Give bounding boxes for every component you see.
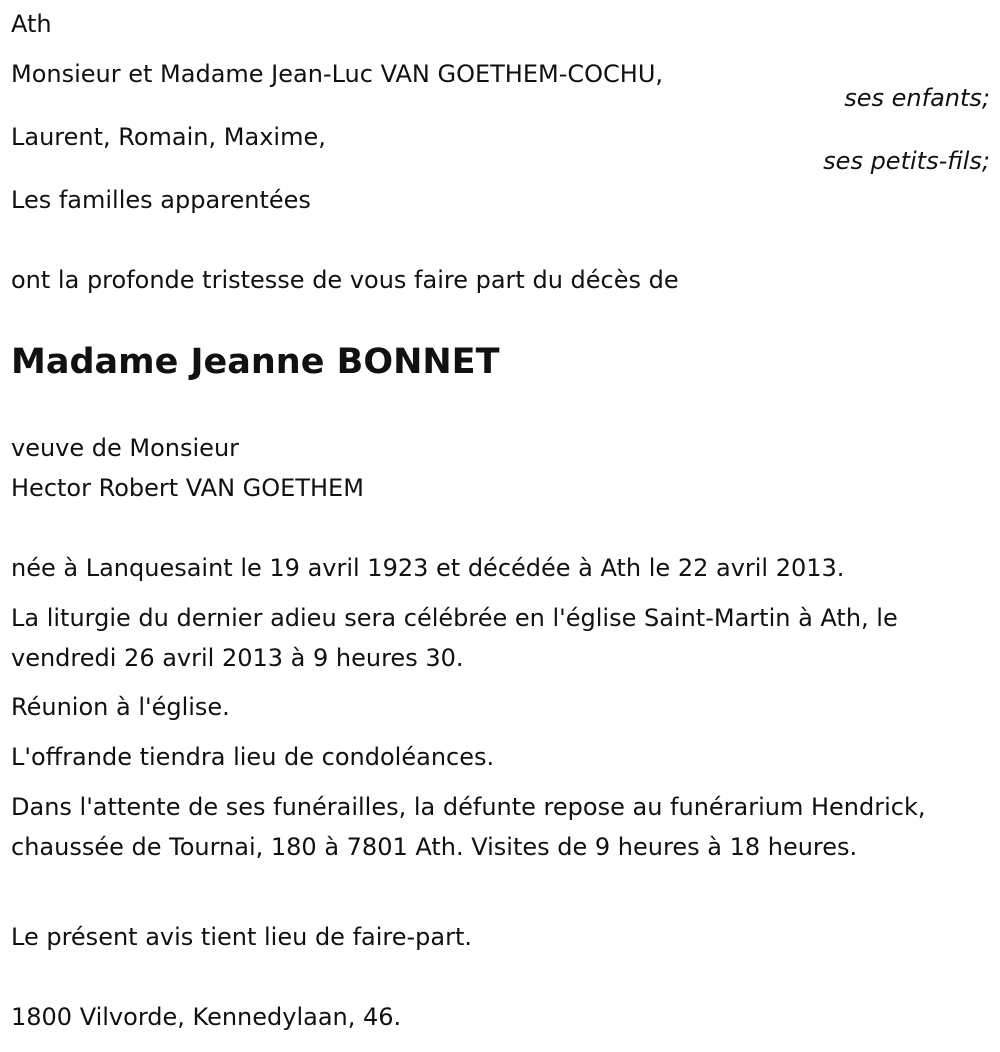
relatives-line: Les familles apparentées xyxy=(11,186,311,214)
meeting-line: Réunion à l'église. xyxy=(11,693,230,721)
grandchildren-names: Laurent, Romain, Maxime, xyxy=(11,123,326,151)
birth-death-line: née à Lanquesaint le 19 avril 1923 et décédée à Ath le 22 avril 2013. xyxy=(11,554,845,582)
widow-of-line-1: veuve de Monsieur xyxy=(11,434,240,462)
deceased-name: Madame Jeanne BONNET xyxy=(11,342,500,382)
widow-of-line-2: Hector Robert VAN GOETHEM xyxy=(11,474,364,502)
grandchildren-role: ses petits-fils; xyxy=(823,147,990,175)
offering-line: L'offrande tiendra lieu de condoléances. xyxy=(11,743,495,771)
notice-line: Le présent avis tient lieu de faire-part. xyxy=(11,923,473,951)
liturgy-paragraph: La liturgie du dernier adieu sera célébrée en l'église Saint-Martin à Ath, le vendredi 26 avril 2013 à 9 heures 30. xyxy=(11,604,898,672)
address-line: 1800 Vilvorde, Kennedylaan, 46. xyxy=(11,1003,402,1031)
place-heading: Ath xyxy=(11,10,52,38)
intro-line: ont la profonde tristesse de vous faire part du décès de xyxy=(11,266,679,294)
children-role: ses enfants; xyxy=(844,84,990,112)
funerarium-paragraph: Dans l'attente de ses funérailles, la défunte repose au funérarium Hendrick, chaussée de Tournai, 180 à 7801 Ath. Visites de 9 heures à 18 heures. xyxy=(11,793,926,861)
children-names: Monsieur et Madame Jean-Luc VAN GOETHEM-COCHU, xyxy=(11,60,664,88)
